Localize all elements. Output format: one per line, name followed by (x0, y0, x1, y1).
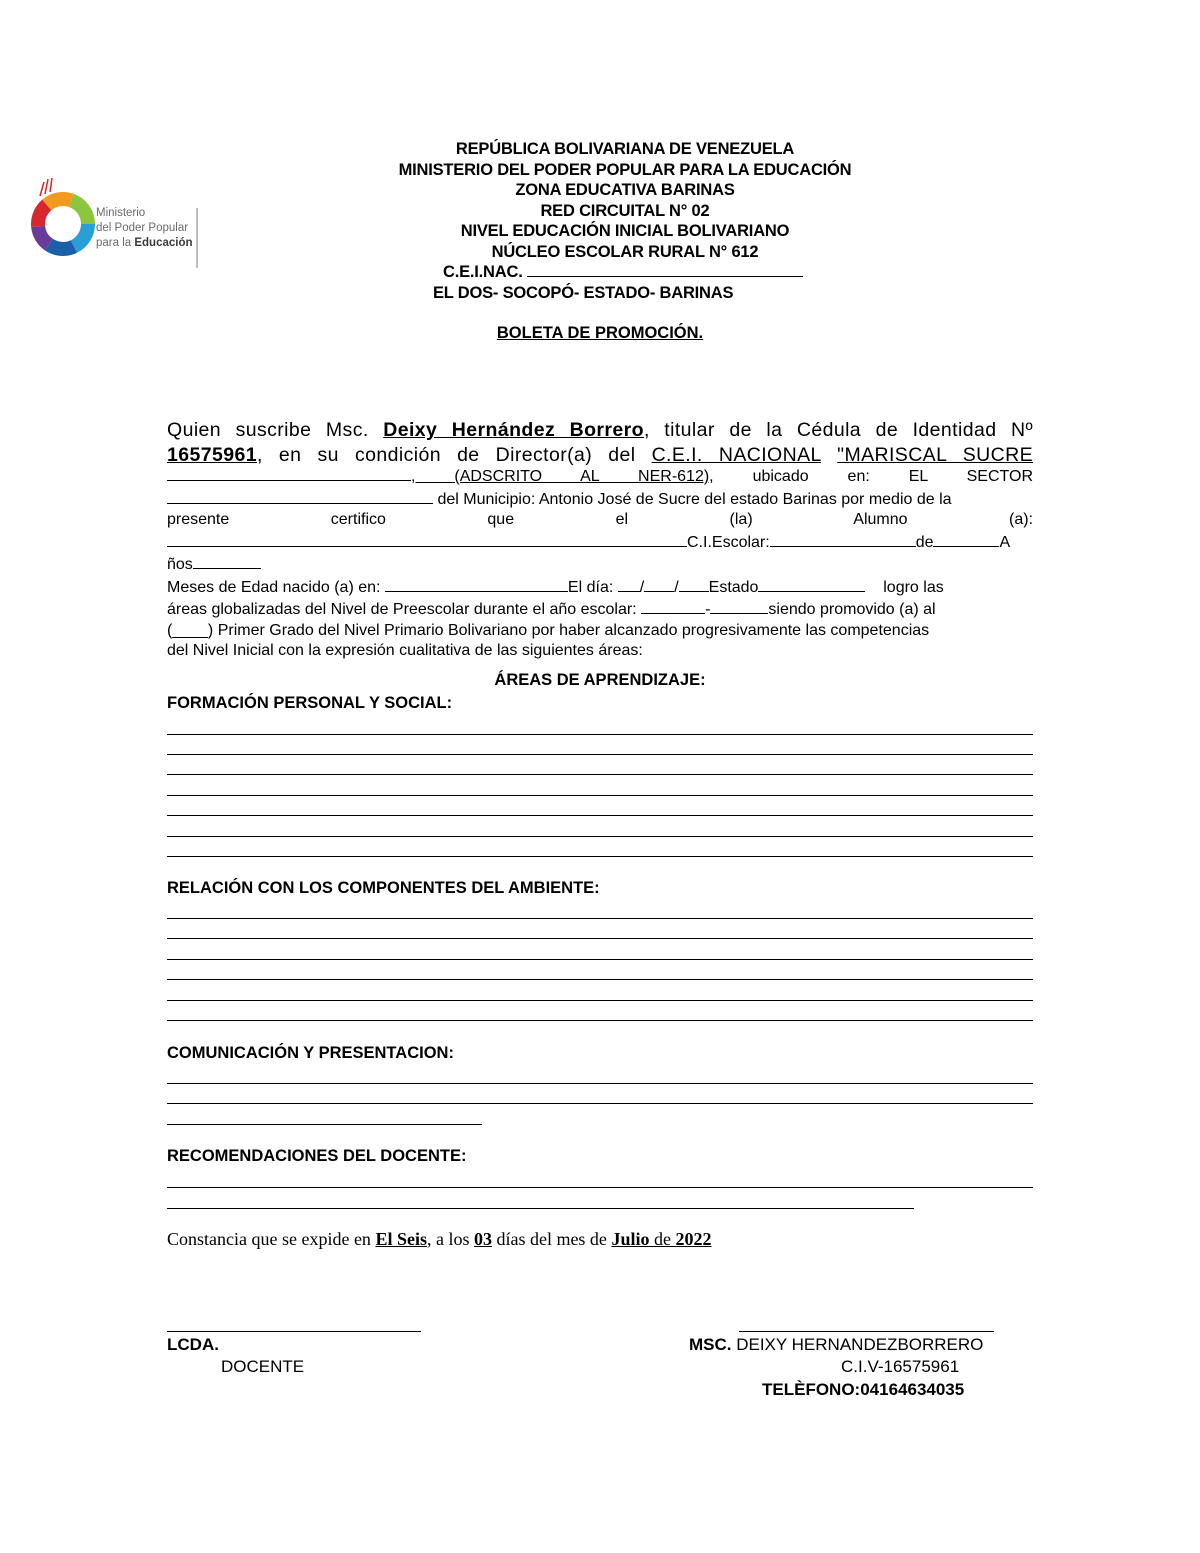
write-line (167, 754, 1033, 755)
body-line: ños (167, 553, 1033, 576)
logo-line-1: Ministerio (96, 207, 146, 219)
write-line (167, 774, 1033, 775)
write-line (167, 734, 1033, 735)
header-line: MINISTERIO DEL PODER POPULAR PARA LA EDUCACIÓN (398, 160, 852, 179)
right-signature-line (739, 1331, 994, 1332)
formacion-heading: FORMACIÓN PERSONAL Y SOCIAL: (167, 694, 453, 712)
ministry-ring-icon (26, 174, 96, 270)
body-line: presente certifico que el (la) Alumno (a): (167, 511, 1034, 528)
body-line: Meses de Edad nacido (a) en: El día: / / Estado logro las (167, 576, 1033, 599)
write-line (167, 979, 1033, 980)
logo-divider (196, 208, 198, 268)
header-line: REPÚBLICA BOLIVARIANA DE VENEZUELA (455, 140, 795, 158)
ceinac-blank (527, 264, 803, 277)
write-line (167, 959, 1033, 960)
right-signature-phone: TELÈFONO:04164634035 (762, 1380, 965, 1399)
header-line: ZONA EDUCATIVA BARINAS (515, 181, 735, 199)
certificate-body (167, 418, 1033, 662)
write-line (167, 1020, 1033, 1021)
ministry-logo-text (96, 206, 193, 251)
body-line: , (ADSCRITO AL NER-612), ubicado en: EL SECTOR (167, 465, 1033, 488)
right-signature-name: MSC. DEIXY HERNANDEZBORRERO (689, 1335, 984, 1354)
month: Julio (611, 1229, 654, 1249)
left-signature-role: DOCENTE (221, 1357, 305, 1376)
write-line (167, 815, 1033, 816)
document-header (300, 139, 950, 303)
header-line: RED CIRCUITAL N° 02 (540, 201, 710, 220)
write-line (167, 1083, 1033, 1084)
school-name: "MARISCAL SUCRE (837, 444, 1033, 466)
comunicacion-heading: COMUNICACIÓN Y PRESENTACION: (167, 1044, 454, 1062)
director-name: Deixy Hernández Borrero (383, 419, 644, 441)
logo-line-2: del Poder Popular (96, 222, 189, 234)
body-line: Quien suscribe Msc. Deixy Hernández Borrero, titular de la Cédula de Identidad Nº (167, 419, 1033, 441)
write-line (167, 795, 1033, 796)
constancia-line: Constancia que se expide en El Seis, a los 03 días del mes de Julio de 2022 (167, 1229, 712, 1249)
write-line (167, 1124, 482, 1125)
write-line (167, 1208, 914, 1209)
write-line (167, 836, 1033, 837)
header-line: NÚCLEO ESCOLAR RURAL N° 612 (491, 242, 759, 261)
right-signature-ci: C.I.V-16575961 (841, 1357, 960, 1376)
place: El Seis (375, 1229, 427, 1249)
header-line: NIVEL EDUCACIÓN INICIAL BOLIVARIANO (460, 222, 790, 240)
ministry-logo (26, 174, 206, 270)
body-line: del Nivel Inicial con la expresión cualitativa de las siguientes áreas: (167, 642, 643, 659)
body-line: áreas globalizadas del Nivel de Preescolar durante el año escolar: - siendo promovido (a) al (167, 598, 1033, 621)
write-line (167, 1103, 1033, 1104)
write-line (167, 856, 1033, 857)
logo-line-3: para la Educación (96, 237, 193, 249)
left-signature-title: LCDA. (167, 1335, 219, 1354)
relacion-heading: RELACIÓN CON LOS COMPONENTES DEL AMBIENTE: (167, 879, 600, 897)
areas-heading: ÁREAS DE APRENDIZAJE: (494, 671, 706, 689)
year: 2022 (675, 1229, 712, 1249)
body-line: del Municipio: Antonio José de Sucre del estado Barinas por medio de la (167, 488, 1033, 511)
recomendaciones-heading: RECOMENDACIONES DEL DOCENTE: (167, 1147, 467, 1165)
write-line (167, 918, 1033, 919)
director-ci: 16575961 (167, 444, 257, 466)
ceinac-line: C.E.I.NAC. (300, 262, 950, 283)
body-line: (____) Primer Grado del Nivel Primario Bolivariano por haber alcanzado progresivamente las competencias (167, 621, 930, 639)
write-line (167, 938, 1033, 939)
left-signature-line (167, 1331, 421, 1332)
document-title: BOLETA DE PROMOCIÓN. (496, 324, 704, 342)
day: 03 (473, 1229, 492, 1249)
write-line (167, 1000, 1033, 1001)
location-line: EL DOS- SOCOPÓ- ESTADO- BARINAS (433, 283, 734, 302)
body-line: C.I.Escolar: de A (167, 531, 1033, 554)
body-line: 16575961, en su condición de Director(a) del C.E.I. NACIONAL "MARISCAL SUCRE (167, 444, 1033, 466)
write-line (167, 1187, 1033, 1188)
